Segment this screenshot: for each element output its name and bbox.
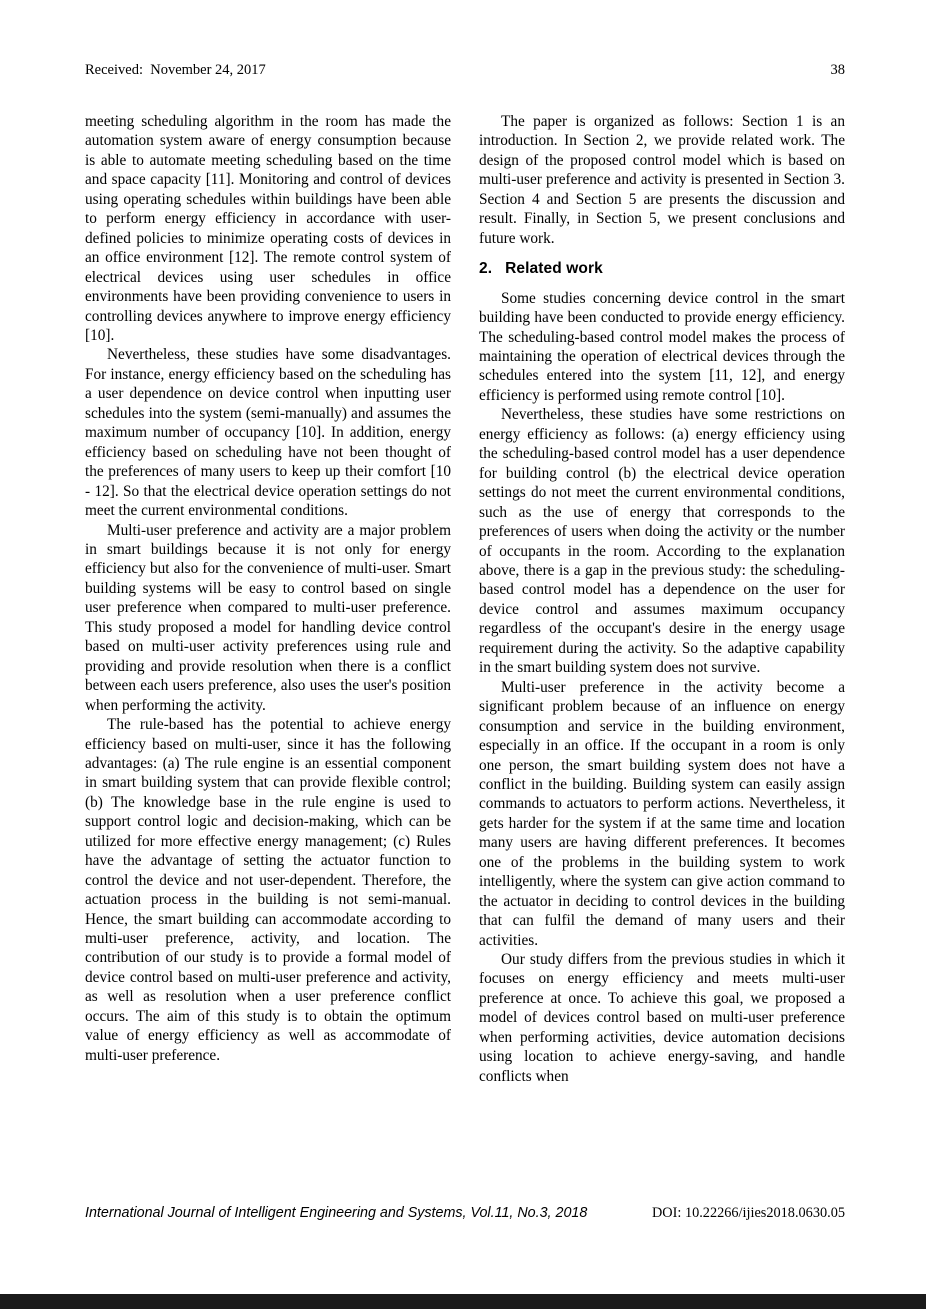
paragraph: meeting scheduling algorithm in the room has made the automation system aware of energy consumption because is able to automate meeting scheduling based on the time and space capacity [11]. Monitoring and control of devices using operating schedules within buildings have been able to perform energy efficiency in accordance with user-defined policies to minimize operating costs of devices in an office environment [12]. The remote control system of electrical devices using user schedules in office environments have been providing convenience to users in controlling devices anywhere to improve energy efficiency [10]. [85,113,451,344]
left-column [85,112,451,1086]
paragraph: Some studies concerning device control in the smart building have been conducted to provide energy efficiency. The scheduling-based control model makes the process of maintaining the operation of electrical devices through the schedules entered into the system [11, 12], and energy efficiency is performed using remote control [10]. [479,289,845,404]
section-number: 2. [479,260,493,278]
paragraph: Our study differs from the previous studies in which it focuses on energy efficiency and meets multi-user preference at once. To achieve this goal, we proposed a model of devices control based on multi-user preference when performing activities, device automation decisions using location to achieve energy-saving, and handle conflicts when [479,951,845,1085]
journal-title: International Journal of Intelligent Engineering and Systems, Vol.11, No.3, 2018 [85,1205,588,1221]
bottom-edge-bar [0,1294,926,1309]
two-column-body [85,112,845,1086]
page-number: 38 [830,62,845,78]
paragraph: Multi-user preference and activity are a major problem in smart buildings because it is not only for energy efficiency but also for the convenience of multi-user. Smart building systems will be easy to control based on single user preference when compared to multi-user preference. This study proposed a model for handling device control based on multi-user activity preferences using rule and providing and provide resolution when there is a conflict between each users preference, also uses the user's position when performing the activity. [85,521,451,714]
paragraph: Multi-user preference in the activity become a significant problem because of an influence on energy consumption and service in the building environment, especially in an office. If the occupant in a room is only one person, the smart building system does not have a conflict in the building. Building system can easily assign commands to actuators to perform actions. Nevertheless, it gets harder for the system if at the same time and location many users are having different preferences. It becomes one of the problems in the building system to work intelligently, where the system can give action command to the actuator in deciding to control devices in the building that can fulfil the demand of many users and their activities. [479,678,845,949]
paragraph: Nevertheless, these studies have some disadvantages. For instance, energy efficiency based on the scheduling has a user dependence on device control when inputting user schedules into the system (semi-manually) and assumes the maximum number of occupancy [10]. In addition, energy efficiency based on scheduling have not been thought of the preferences of many users to keep up their comfort [10 - 12]. So that the electrical device operation settings do not meet the current environmental conditions. [85,346,451,520]
paragraph: The rule-based has the potential to achieve energy efficiency based on multi-user, since it has the following advantages: (a) The rule engine is an essential component in smart building system that can provide flexible control; (b) The knowledge base in the rule engine is used to support control logic and decision-making, which can be utilized for more effective energy management; (c) Rules have the advantage of setting the actuator function to control the device and not user-dependent. Therefore, the actuation process in the building is not semi-manual. Hence, the smart building can accommodate according to multi-user preference, activity, and location. The contribution of our study is to provide a formal model of device control based on multi-user preference and activity, as well as resolution when a user preference conflict occurs. The aim of this study is to obtain the optimum value of energy efficiency as well as accommodate of multi-user preference. [85,716,451,1064]
page-footer [85,1205,845,1222]
page-header [85,62,845,79]
section-heading [479,259,845,278]
section-title: Related work [505,260,603,278]
right-column [479,112,845,1086]
received-date: Received: November 24, 2017 [85,62,266,78]
paragraph: The paper is organized as follows: Section 1 is an introduction. In Section 2, we provide related work. The design of the proposed control model which is based on multi-user preference and activity is presented in Section 3. Section 4 and Section 5 are presents the discussion and result. Finally, in Section 5, we present conclusions and future work. [479,113,845,247]
paragraph: Nevertheless, these studies have some restrictions on energy efficiency as follows: (a) energy efficiency using the scheduling-based control model has a user dependence for building control (b) the electrical device operation settings do not meet the current environmental conditions, such as the use of energy that corresponds to the preferences of users when doing the activity or the number of occupants in the room. According to the explanation above, there is a gap in the previous study: the scheduling-based control model has a dependence on the user for device control and assumes maximum occupancy regardless of the occupant's desire in the energy usage requirement during the activity. So the adaptive capability in the smart building system does not survive. [479,406,845,677]
doi-text: DOI: 10.22266/ijies2018.0630.05 [651,1205,845,1221]
